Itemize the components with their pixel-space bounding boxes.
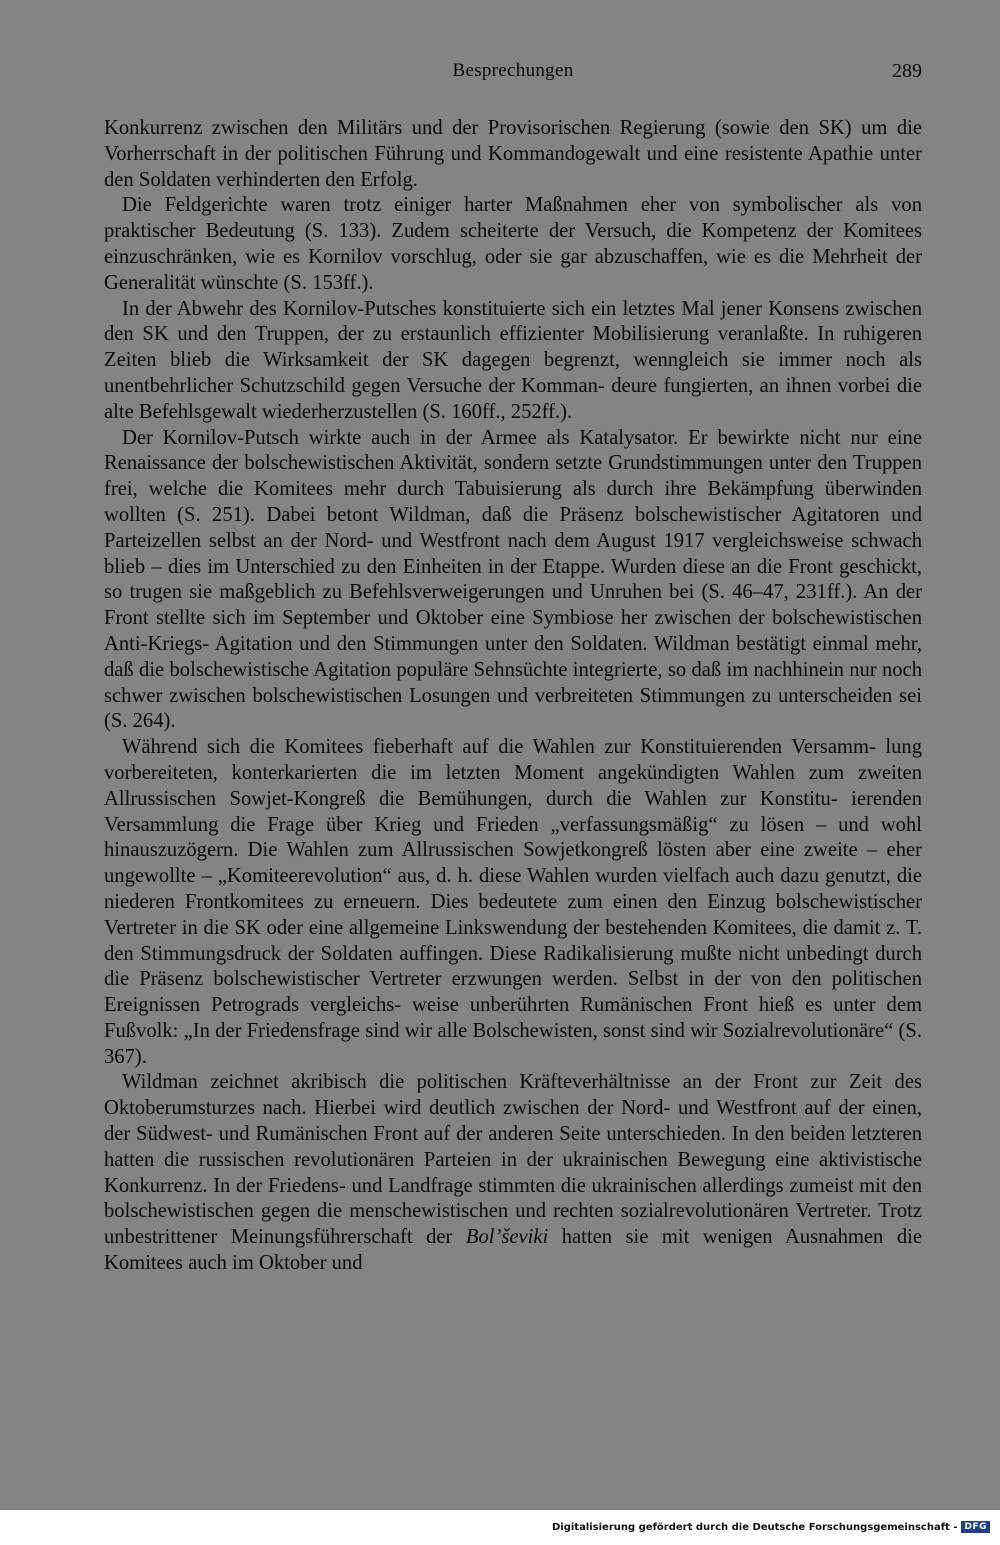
body-text bbox=[104, 116, 922, 1277]
funding-credit bbox=[552, 1521, 990, 1533]
italic-term: Bol’ševiki bbox=[465, 1226, 549, 1249]
running-title: Besprechungen bbox=[452, 60, 574, 81]
paragraph: In der Abwehr des Kornilov-Putsches konstituierte sich ein letztes Mal jener Konsens zwischen den SK und den Truppen, der zu erstaunlich effizienter Mobilisierung veranlaßte. In ruhigeren Zeiten blieb die Wirksamkeit der SK dagegen begrenzt, wenngleich sie immer noch als unentbehrlicher Schutzschild gegen Versuche der Komman- deure fungierten, an ihnen vorbei die alte Befehlsgewalt wiederherzustellen (S. 160ff., 252ff.). bbox=[104, 297, 922, 423]
dfg-logo: DFG bbox=[961, 1521, 990, 1533]
running-head bbox=[104, 60, 922, 86]
footer-bar bbox=[0, 1510, 1000, 1545]
paragraph: Während sich die Komitees fieberhaft auf die Wahlen zur Konstituierenden Versamm- lung vorbereiteten, konterkarierten die im letzten Moment angekündigten Wahlen zum zweiten Allrussischen Sowjet-Kongreß die Bemühungen, durch die Wahlen zur Konstitu- ierenden Versammlung die Frage über Krieg und Frieden „verfassungsmäßig“ zu lösen – und wohl hinauszuzögern. Die Wahlen zum Allrussischen Sowjetkongreß lösten aber eine zweite – eher ungewollte – „Komiteerevolution“ aus, d. h. diese Wahlen wurden vielfach auch dazu genutzt, die niederen Frontkomitees zu erneuern. Dies bedeutete zum einen den Einzug bolschewistischer Vertreter in die SK oder eine allgemeine Linkswendung der bestehenden Komitees, die damit z. T. den Stimmungsdruck der Soldaten auffingen. Diese Radikalisierung mußte nicht unbedingt durch die Präsenz bolschewistischer Vertreter erzwungen werden. Selbst in der von den politischen Ereignissen Petrograds vergleichs- weise unberührten Rumänischen Front hieß es unter dem Fußvolk: „In der Friedensfrage sind wir alle Bolschewisten, sonst sind wir Sozialrevolutionäre“ (S. 367). bbox=[104, 736, 922, 1068]
paragraph-continuation: hatten sie mit wenigen Ausnahmen die Komitees auch im Oktober und bbox=[104, 1226, 922, 1275]
paragraph: Der Kornilov-Putsch wirkte auch in der Armee als Katalysator. Er bewirkte nicht nur eine Renaissance der bolschewistischen Aktivität, sondern setzte Grundstimmungen unter den Truppen frei, welche die Komitees mehr durch Tabuisierung als durch ihre Bekämpfung überwinden wollten (S. 251). Dabei betont Wildman, daß die Präsenz bolschewistischer Agitatoren und Parteizellen selbst an der Nord- und Westfront nach dem August 1917 vergleichsweise schwach blieb – dies im Unterschied zu den Einheiten in der Etappe. Wurden diese an die Front geschickt, so trugen sie maßgeblich zu Befehlsverweigerungen und Unruhen bei (S. 46–47, 231ff.). An der Front stellte sich im September und Oktober eine Symbiose her zwischen der bolschewistischen Anti-Kriegs- Agitation und den Stimmungen unter den Soldaten. Wildman bestätigt einmal mehr, daß die bolschewistische Agitation populäre Sehnsüchte integrierte, so daß im nachhinein nur noch schwer zwischen bolschewistischen Losungen und verbreiteten Stimmungen zu unterscheiden sei (S. 264). bbox=[104, 426, 922, 733]
paragraph: Konkurrenz zwischen den Militärs und der Provisorischen Regierung (sowie den SK) um die Vorherrschaft in der politischen Führung und Kommandogewalt und eine resistente Apathie unter den Soldaten verhinderten den Erfolg. bbox=[104, 117, 922, 191]
page-number: 289 bbox=[892, 60, 922, 82]
paragraph bbox=[104, 1070, 922, 1276]
paragraph-text: Wildman zeichnet akribisch die politischen Kräfteverhältnisse an der Front zur Zeit des Oktoberumsturzes nach. Hierbei wird deutlich zwischen der Nord- und Westfront auf der einen, der Südwest- und Rumänischen Front auf der anderen Seite unterschieden. In den beiden letzteren hatten die russischen revolutionären Parteien in der ukrainischen Bewegung eine aktivistische Konkurrenz. In der Friedens- und Landfrage stimmten die ukrainischen allerdings zumeist mit den bolschewistischen gegen die menschewistischen und rechten sozialrevolutionären Vertreter. Trotz unbestrittener Meinungsführerschaft der bbox=[104, 1071, 922, 1249]
paragraph: Die Feldgerichte waren trotz einiger harter Maßnahmen eher von symbolischer als von praktischer Bedeutung (S. 133). Zudem scheiterte der Versuch, die Kompetenz der Komitees einzuschränken, wie es Kornilov vorschlug, oder sie gar abzuschaffen, wie es die Mehrheit der Generalität wünschte (S. 153ff.). bbox=[104, 194, 922, 294]
funding-credit-text: Digitalisierung gefördert durch die Deutsche Forschungsgemeinschaft - bbox=[551, 1521, 958, 1533]
